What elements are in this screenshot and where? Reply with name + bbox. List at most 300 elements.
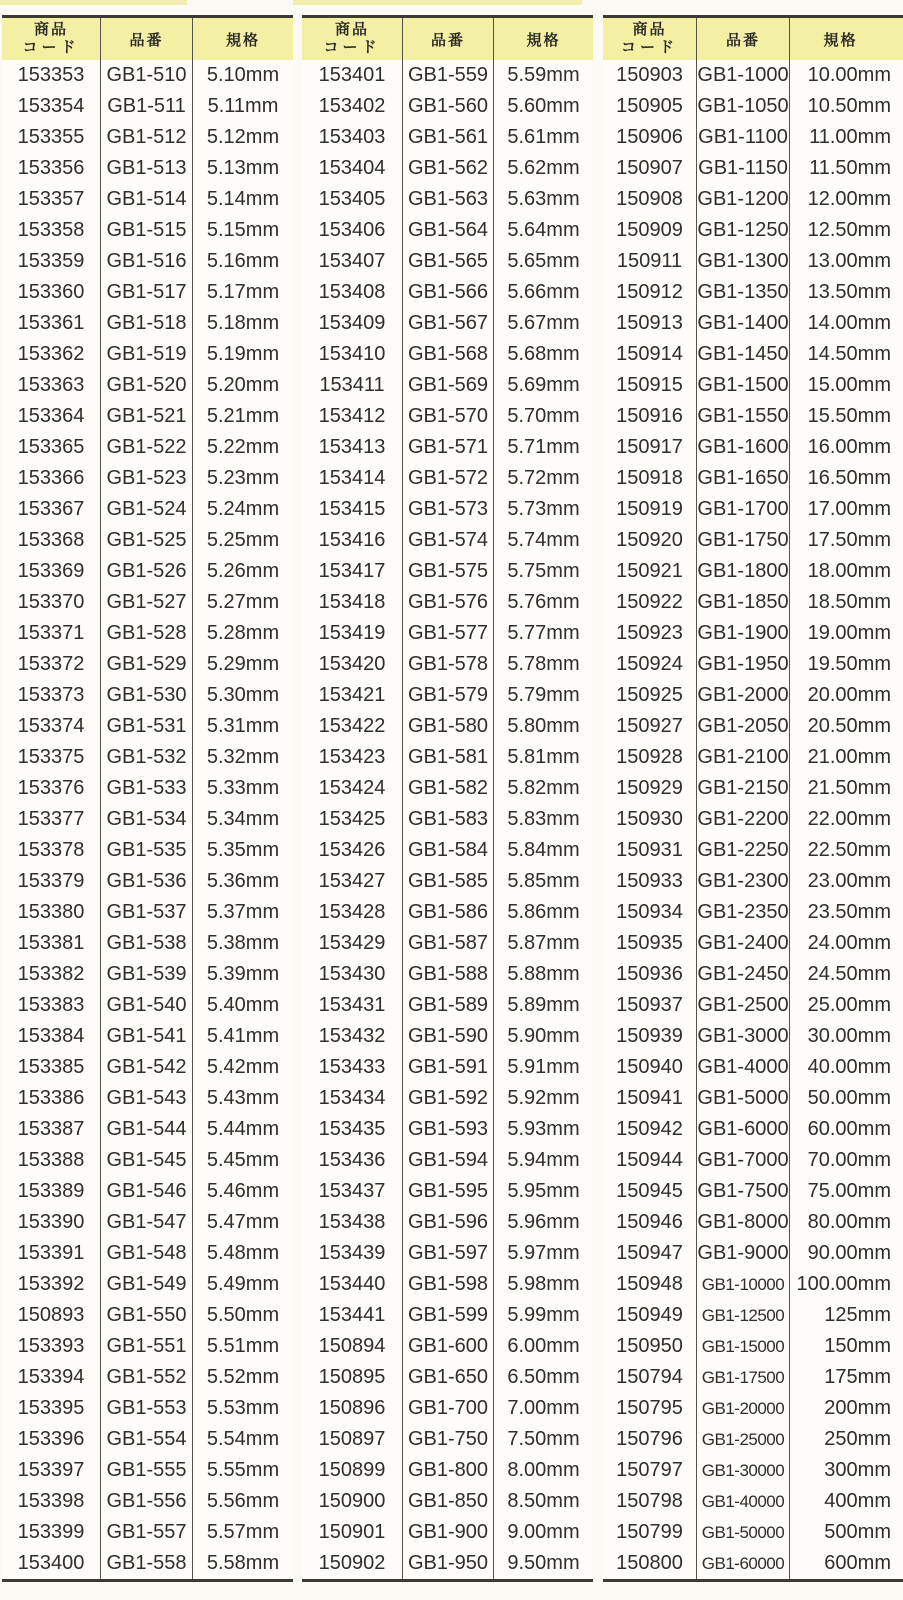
table-row: [603, 1393, 903, 1424]
product-code-cell: 153363: [17, 374, 85, 396]
product-code-cell: 150929: [616, 777, 683, 799]
size-cell: 9.50mm: [493, 1548, 593, 1579]
product-code-cell: 150941: [616, 1087, 683, 1109]
table-row: [302, 401, 593, 432]
table-row: [2, 246, 293, 277]
table-row: [302, 339, 593, 370]
table-row: [603, 1362, 903, 1393]
part-number-cell: GB1-592: [402, 1083, 493, 1114]
size-cell: 10.00mm: [789, 60, 903, 91]
table-row: [603, 91, 903, 122]
part-number-cell: GB1-3000: [696, 1021, 789, 1052]
product-code-cell: 150939: [616, 1025, 683, 1047]
size-cell: 5.79mm: [493, 680, 593, 711]
header-part-number: 品番: [402, 18, 493, 60]
size-cell: 11.00mm: [789, 122, 903, 153]
size-cell: 21.00mm: [789, 742, 903, 773]
table-row: [302, 525, 593, 556]
size-cell: 5.13mm: [192, 153, 293, 184]
size-cell: 5.45mm: [192, 1145, 293, 1176]
product-code-cell: 153377: [17, 808, 85, 830]
size-cell: 5.30mm: [192, 680, 293, 711]
part-number-cell: GB1-2000: [696, 680, 789, 711]
table-row: [302, 1269, 593, 1300]
product-code-cell: 150916: [616, 405, 683, 427]
product-code-cell: 153385: [17, 1056, 85, 1078]
product-code-cell: 150900: [318, 1490, 386, 1512]
part-number-cell: GB1-2050: [696, 711, 789, 742]
table-row: [302, 91, 593, 122]
table-row: [2, 401, 293, 432]
table-row: [2, 1486, 293, 1517]
product-code-cell: 150942: [616, 1118, 683, 1140]
product-code-cell: 150899: [318, 1459, 386, 1481]
table-row: [2, 866, 293, 897]
product-code-cell: 150919: [616, 498, 683, 520]
part-number-cell: GB1-800: [402, 1455, 493, 1486]
product-code-cell: 150918: [616, 467, 683, 489]
table-row: [2, 1424, 293, 1455]
size-cell: 6.50mm: [493, 1362, 593, 1393]
table-row: [2, 742, 293, 773]
size-cell: 20.50mm: [789, 711, 903, 742]
product-code-cell: 150907: [616, 157, 683, 179]
product-code-cell: 150928: [616, 746, 683, 768]
size-cell: 5.36mm: [192, 866, 293, 897]
size-cell: 16.50mm: [789, 463, 903, 494]
part-number-cell: GB1-557: [100, 1517, 192, 1548]
table-row: [302, 1517, 593, 1548]
part-number-cell: GB1-4000: [696, 1052, 789, 1083]
table-row: [603, 246, 903, 277]
table-row: [302, 1393, 593, 1424]
product-code-cell: 153372: [17, 653, 85, 675]
part-number-cell: GB1-554: [100, 1424, 192, 1455]
size-cell: 12.50mm: [789, 215, 903, 246]
size-cell: 5.17mm: [192, 277, 293, 308]
table-header: [2, 18, 293, 60]
size-cell: 24.50mm: [789, 959, 903, 990]
product-code-cell: 153354: [17, 95, 85, 117]
table-row: [603, 463, 903, 494]
table-row: [603, 1331, 903, 1362]
table-row: [603, 1548, 903, 1579]
product-code-cell: 153414: [318, 467, 386, 489]
product-code-cell: 153432: [318, 1025, 386, 1047]
size-cell: 10.50mm: [789, 91, 903, 122]
size-cell: 600mm: [789, 1548, 903, 1579]
product-code-cell: 150927: [616, 715, 683, 737]
part-number-cell: GB1-544: [100, 1114, 192, 1145]
part-number-cell: GB1-561: [402, 122, 493, 153]
product-code-cell: 153436: [318, 1149, 386, 1171]
table-row: [302, 1455, 593, 1486]
product-code-cell: 150800: [616, 1552, 683, 1574]
part-number-cell: GB1-583: [402, 804, 493, 835]
part-number-cell: GB1-60000: [696, 1548, 789, 1579]
size-cell: 75.00mm: [789, 1176, 903, 1207]
size-cell: 100.00mm: [789, 1269, 903, 1300]
product-code-cell: 153418: [318, 591, 386, 613]
table-row: [603, 1083, 903, 1114]
part-number-cell: GB1-582: [402, 773, 493, 804]
product-code-cell: 153362: [17, 343, 85, 365]
size-cell: 5.73mm: [493, 494, 593, 525]
part-number-cell: GB1-578: [402, 649, 493, 680]
table-row: [302, 711, 593, 742]
product-code-cell: 153430: [318, 963, 386, 985]
product-code-cell: 153429: [318, 932, 386, 954]
table-row: [2, 990, 293, 1021]
part-number-cell: GB1-568: [402, 339, 493, 370]
product-code-cell: 150917: [616, 436, 683, 458]
table-row: [2, 556, 293, 587]
size-cell: 5.65mm: [493, 246, 593, 277]
part-number-cell: GB1-1200: [696, 184, 789, 215]
part-number-cell: GB1-570: [402, 401, 493, 432]
part-number-cell: GB1-10000: [696, 1269, 789, 1300]
product-code-cell: 153380: [17, 901, 85, 923]
table-row: [2, 587, 293, 618]
part-number-cell: GB1-565: [402, 246, 493, 277]
size-cell: 5.58mm: [192, 1548, 293, 1579]
part-number-cell: GB1-511: [100, 91, 192, 122]
table-row: [2, 1331, 293, 1362]
product-code-cell: 153407: [318, 250, 386, 272]
product-code-cell: 153406: [318, 219, 386, 241]
product-code-cell: 150946: [616, 1211, 683, 1233]
table-row: [603, 866, 903, 897]
table-row: [302, 990, 593, 1021]
table-row: [2, 1362, 293, 1393]
table-header: [603, 18, 903, 60]
table-row: [603, 494, 903, 525]
size-cell: 5.71mm: [493, 432, 593, 463]
product-code-cell: 153384: [17, 1025, 85, 1047]
header-product-code: 商品 コード: [22, 21, 80, 56]
size-cell: 11.50mm: [789, 153, 903, 184]
part-number-cell: GB1-1950: [696, 649, 789, 680]
table-row: [2, 184, 293, 215]
table-row: [2, 339, 293, 370]
table-row: [2, 773, 293, 804]
size-cell: 5.42mm: [192, 1052, 293, 1083]
product-code-cell: 153359: [17, 250, 85, 272]
part-number-cell: GB1-510: [100, 60, 192, 91]
part-number-cell: GB1-2400: [696, 928, 789, 959]
part-number-cell: GB1-577: [402, 618, 493, 649]
part-number-cell: GB1-569: [402, 370, 493, 401]
part-number-cell: GB1-523: [100, 463, 192, 494]
product-code-cell: 153366: [17, 467, 85, 489]
part-number-cell: GB1-521: [100, 401, 192, 432]
part-number-cell: GB1-2200: [696, 804, 789, 835]
table-row: [2, 1517, 293, 1548]
size-cell: 5.92mm: [493, 1083, 593, 1114]
table-row: [2, 649, 293, 680]
table-row: [603, 60, 903, 91]
part-number-cell: GB1-529: [100, 649, 192, 680]
size-cell: 90.00mm: [789, 1238, 903, 1269]
table-row: [603, 370, 903, 401]
table-row: [2, 1207, 293, 1238]
size-cell: 5.25mm: [192, 525, 293, 556]
size-cell: 5.28mm: [192, 618, 293, 649]
size-cell: 5.55mm: [192, 1455, 293, 1486]
size-cell: 19.00mm: [789, 618, 903, 649]
size-cell: 18.50mm: [789, 587, 903, 618]
product-code-cell: 150905: [616, 95, 683, 117]
table-row: [2, 1083, 293, 1114]
product-code-cell: 150901: [318, 1521, 386, 1543]
product-code-cell: 153405: [318, 188, 386, 210]
size-cell: 19.50mm: [789, 649, 903, 680]
size-cell: 125mm: [789, 1300, 903, 1331]
product-code-cell: 153400: [17, 1552, 85, 1574]
product-code-cell: 153386: [17, 1087, 85, 1109]
product-code-cell: 153391: [17, 1242, 85, 1264]
product-code-cell: 150896: [318, 1397, 386, 1419]
table-row: [2, 370, 293, 401]
size-cell: 5.50mm: [192, 1300, 293, 1331]
size-cell: 7.00mm: [493, 1393, 593, 1424]
part-number-cell: GB1-553: [100, 1393, 192, 1424]
part-number-cell: GB1-588: [402, 959, 493, 990]
size-cell: 5.72mm: [493, 463, 593, 494]
part-number-cell: GB1-576: [402, 587, 493, 618]
table-row: [2, 215, 293, 246]
size-cell: 5.88mm: [493, 959, 593, 990]
size-cell: 40.00mm: [789, 1052, 903, 1083]
part-number-cell: GB1-17500: [696, 1362, 789, 1393]
part-number-cell: GB1-580: [402, 711, 493, 742]
product-code-cell: 153392: [17, 1273, 85, 1295]
product-code-cell: 153398: [17, 1490, 85, 1512]
size-cell: 5.68mm: [493, 339, 593, 370]
product-code-cell: 153376: [17, 777, 85, 799]
part-number-cell: GB1-650: [402, 1362, 493, 1393]
product-code-cell: 153403: [318, 126, 386, 148]
product-code-cell: 153402: [318, 95, 386, 117]
product-code-cell: 150935: [616, 932, 683, 954]
table-body: [603, 60, 903, 1579]
product-code-cell: 153373: [17, 684, 85, 706]
size-cell: 5.83mm: [493, 804, 593, 835]
table-row: [603, 618, 903, 649]
part-number-cell: GB1-584: [402, 835, 493, 866]
product-code-cell: 153365: [17, 436, 85, 458]
part-number-cell: GB1-540: [100, 990, 192, 1021]
size-cell: 8.00mm: [493, 1455, 593, 1486]
part-number-cell: GB1-1750: [696, 525, 789, 556]
table-row: [603, 1300, 903, 1331]
table-row: [603, 680, 903, 711]
table-row: [603, 1517, 903, 1548]
table-row: [302, 1207, 593, 1238]
part-number-cell: GB1-515: [100, 215, 192, 246]
size-cell: 5.47mm: [192, 1207, 293, 1238]
product-code-cell: 153419: [318, 622, 386, 644]
product-code-cell: 150925: [616, 684, 683, 706]
part-number-cell: GB1-2300: [696, 866, 789, 897]
table-row: [603, 308, 903, 339]
table-row: [603, 525, 903, 556]
product-code-cell: 153433: [318, 1056, 386, 1078]
size-cell: 5.98mm: [493, 1269, 593, 1300]
size-cell: 5.85mm: [493, 866, 593, 897]
size-cell: 5.99mm: [493, 1300, 593, 1331]
product-code-cell: 150913: [616, 312, 683, 334]
part-number-cell: GB1-1700: [696, 494, 789, 525]
size-cell: 16.00mm: [789, 432, 903, 463]
table-row: [302, 587, 593, 618]
part-number-cell: GB1-556: [100, 1486, 192, 1517]
table-row: [603, 835, 903, 866]
table-row: [603, 1269, 903, 1300]
part-number-cell: GB1-513: [100, 153, 192, 184]
table-row: [2, 277, 293, 308]
product-code-cell: 153367: [17, 498, 85, 520]
table-header: [302, 18, 593, 60]
table-row: [2, 711, 293, 742]
product-code-cell: 150903: [616, 64, 683, 86]
product-code-cell: 153389: [17, 1180, 85, 1202]
product-code-cell: 150934: [616, 901, 683, 923]
product-code-cell: 153426: [318, 839, 386, 861]
size-cell: 5.22mm: [192, 432, 293, 463]
table-row: [302, 1331, 593, 1362]
part-number-cell: GB1-1050: [696, 91, 789, 122]
size-cell: 12.00mm: [789, 184, 903, 215]
size-cell: 5.34mm: [192, 804, 293, 835]
header-size: 規格: [789, 18, 903, 60]
table-row: [2, 1548, 293, 1579]
table-row: [2, 60, 293, 91]
product-code-cell: 150796: [616, 1428, 683, 1450]
table-row: [302, 122, 593, 153]
product-code-cell: 150797: [616, 1459, 683, 1481]
size-cell: 5.95mm: [493, 1176, 593, 1207]
size-cell: 300mm: [789, 1455, 903, 1486]
part-number-cell: GB1-546: [100, 1176, 192, 1207]
size-cell: 5.21mm: [192, 401, 293, 432]
size-cell: 5.32mm: [192, 742, 293, 773]
part-number-cell: GB1-1100: [696, 122, 789, 153]
part-number-cell: GB1-587: [402, 928, 493, 959]
table-row: [603, 649, 903, 680]
size-cell: 5.89mm: [493, 990, 593, 1021]
size-cell: 5.19mm: [192, 339, 293, 370]
size-cell: 5.64mm: [493, 215, 593, 246]
product-code-cell: 153382: [17, 963, 85, 985]
part-number-cell: GB1-575: [402, 556, 493, 587]
table-row: [603, 215, 903, 246]
product-code-cell: 153424: [318, 777, 386, 799]
table-row: [2, 1052, 293, 1083]
size-cell: 14.00mm: [789, 308, 903, 339]
part-number-cell: GB1-519: [100, 339, 192, 370]
part-number-cell: GB1-545: [100, 1145, 192, 1176]
size-cell: 8.50mm: [493, 1486, 593, 1517]
size-cell: 5.94mm: [493, 1145, 593, 1176]
part-number-cell: GB1-555: [100, 1455, 192, 1486]
part-number-cell: GB1-2150: [696, 773, 789, 804]
product-code-cell: 153437: [318, 1180, 386, 1202]
part-number-cell: GB1-8000: [696, 1207, 789, 1238]
table-row: [302, 370, 593, 401]
size-cell: 5.86mm: [493, 897, 593, 928]
part-number-cell: GB1-534: [100, 804, 192, 835]
part-number-cell: GB1-12500: [696, 1300, 789, 1331]
product-code-cell: 153417: [318, 560, 386, 582]
size-cell: 5.48mm: [192, 1238, 293, 1269]
size-cell: 5.59mm: [493, 60, 593, 91]
table-row: [603, 432, 903, 463]
size-cell: 17.50mm: [789, 525, 903, 556]
size-cell: 5.62mm: [493, 153, 593, 184]
table-row: [603, 1486, 903, 1517]
table-row: [603, 1145, 903, 1176]
table-row: [603, 897, 903, 928]
size-cell: 5.96mm: [493, 1207, 593, 1238]
product-code-cell: 150945: [616, 1180, 683, 1202]
product-code-cell: 150911: [616, 250, 683, 272]
product-code-cell: 150923: [616, 622, 683, 644]
product-code-cell: 150914: [616, 343, 683, 365]
product-code-cell: 153435: [318, 1118, 386, 1140]
table-row: [2, 1455, 293, 1486]
product-code-cell: 153395: [17, 1397, 85, 1419]
table-row: [2, 835, 293, 866]
table-row: [302, 618, 593, 649]
table-row: [2, 463, 293, 494]
part-number-cell: GB1-1850: [696, 587, 789, 618]
part-number-cell: GB1-542: [100, 1052, 192, 1083]
product-code-cell: 153411: [319, 374, 385, 396]
part-number-cell: GB1-594: [402, 1145, 493, 1176]
size-cell: 5.66mm: [493, 277, 593, 308]
table-row: [2, 1176, 293, 1207]
part-number-cell: GB1-40000: [696, 1486, 789, 1517]
table-row: [603, 277, 903, 308]
part-number-cell: GB1-530: [100, 680, 192, 711]
product-code-cell: 150937: [616, 994, 683, 1016]
table-row: [302, 1486, 593, 1517]
size-cell: 5.23mm: [192, 463, 293, 494]
part-number-cell: GB1-567: [402, 308, 493, 339]
size-cell: 15.50mm: [789, 401, 903, 432]
size-cell: 5.52mm: [192, 1362, 293, 1393]
product-code-cell: 153364: [17, 405, 85, 427]
size-cell: 5.63mm: [493, 184, 593, 215]
product-code-cell: 150922: [616, 591, 683, 613]
size-cell: 50.00mm: [789, 1083, 903, 1114]
product-table-2: [302, 15, 593, 1582]
part-number-cell: GB1-50000: [696, 1517, 789, 1548]
size-cell: 13.50mm: [789, 277, 903, 308]
scan-artifact: [293, 0, 582, 5]
product-code-cell: 150909: [616, 219, 683, 241]
part-number-cell: GB1-558: [100, 1548, 192, 1579]
table-row: [603, 928, 903, 959]
table-row: [302, 494, 593, 525]
part-number-cell: GB1-598: [402, 1269, 493, 1300]
product-code-cell: 153369: [17, 560, 85, 582]
table-row: [603, 184, 903, 215]
table-row: [302, 773, 593, 804]
product-code-cell: 153408: [318, 281, 386, 303]
product-code-cell: 153387: [17, 1118, 85, 1140]
